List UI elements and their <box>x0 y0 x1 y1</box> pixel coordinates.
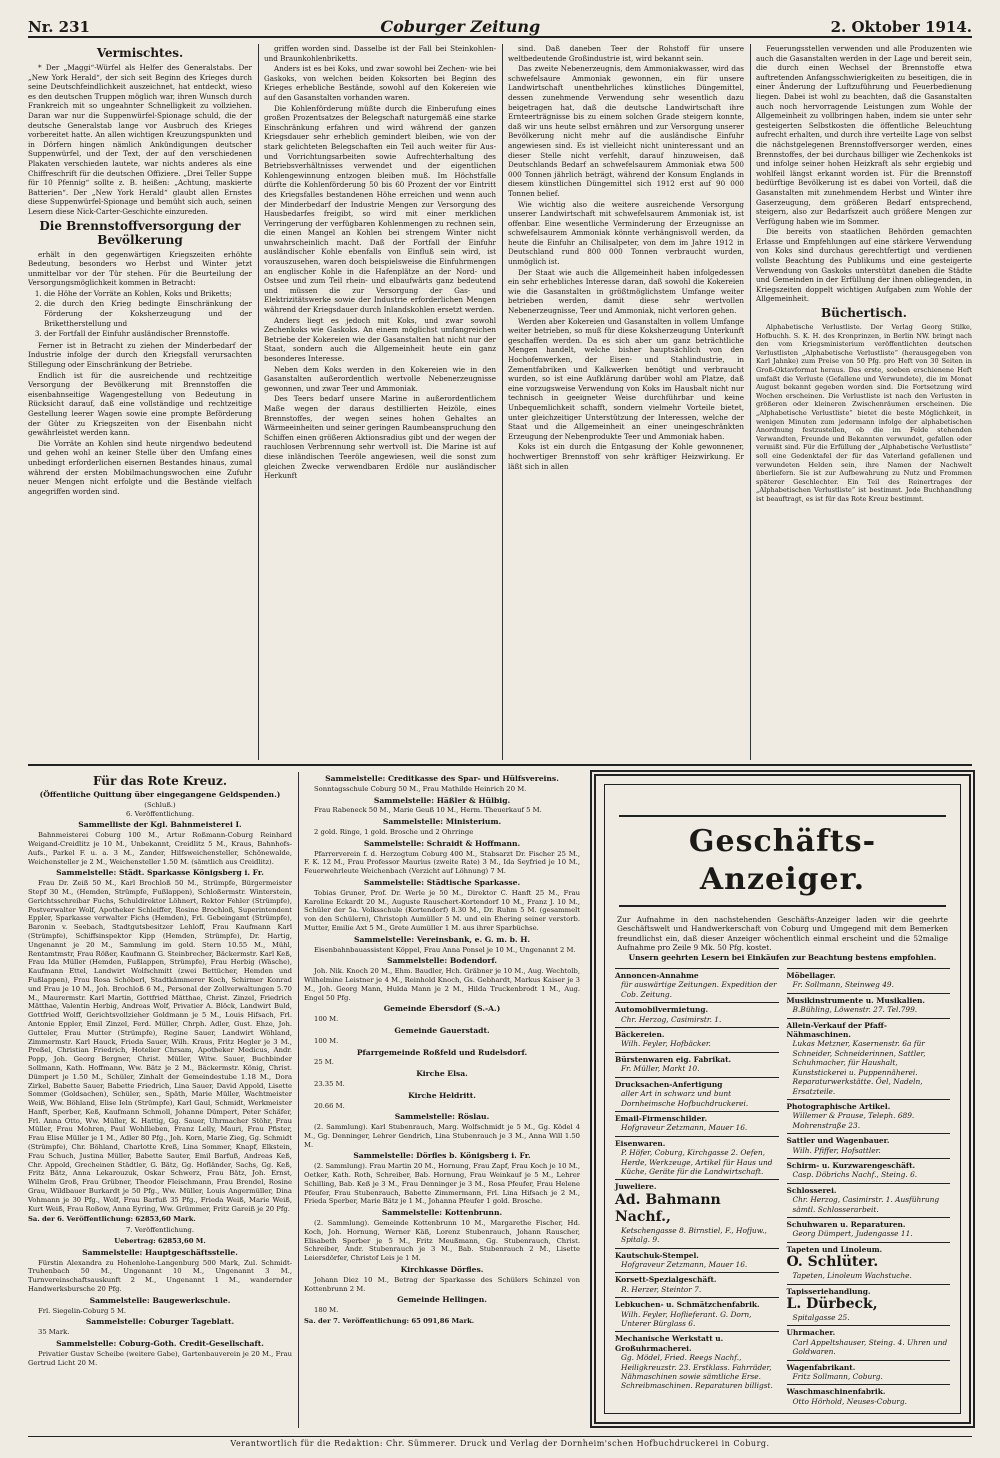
ad-category: Wagenfabrikant. <box>786 1362 856 1372</box>
donation-list: 23.35 M. <box>314 1079 345 1088</box>
ad-category: Lebkuchen- u. Schmätzchenfabrik. <box>615 1300 760 1310</box>
ad-category: Schirm- u. Kurzwarengeschäft. <box>786 1160 916 1170</box>
ad-text: Fr. Müller, Markt 10. <box>621 1064 700 1074</box>
article-paragraph: Der Staat wie auch die Allgemeinheit haben infolgedessen ein sehr erhebliches Interesse daran, daß sowohl die Kokereien wie die Gasanstalten in größtmöglichstem Umfange weiter betrieben werden, damit diese sehr wertvollen Nebenerzeugnisse, Teer und Ammoniak, nicht verloren gehen. <box>508 267 744 316</box>
ad-category: Allein-Verkauf der Pfaff-Nähmaschinen. <box>786 1020 887 1040</box>
ad-text: Willemer & Prause, Teleph. 689. Mohrenstraße 23. <box>792 1111 915 1130</box>
collection-heading: Sammelstelle: Vereinsbank, e. G. m. b. H. <box>353 934 531 944</box>
donation-list: Tobias Gruner, Prof. Dr. Werle je 50 M., Direktor C. Hanft 25 M., Frau Karoline Eckardt 20 M., Auguste Rauschert-Kortendorf 10 M., Franz J. 10 M., Schüler der 5a. Volksschule (Kortendorf) 8.30 M., Dr. Ruhm 5 M. (gesammelt von den Schülern), Christoph Aumüller 5 M. und ein Ehering seiner verstorb. Mutter, Emilie Axt 5 M., Grete Aumüller 1 M. aus ihrer Sparbüchse. <box>304 888 580 932</box>
collection-heading: Sammelliste der Kgl. Bahnmeisterei I. <box>78 820 242 830</box>
carryover: Uebertrag: 62853,60 M. <box>114 1237 206 1246</box>
column-divider <box>502 44 503 760</box>
collection-heading: Sammelstelle: Städt. Sparkasse Königsberg i. Fr. <box>56 868 264 878</box>
article-paragraph: Koks ist ein durch die Entgasung der Kohle gewonnener, hochwertiger Brennstoff von sehr kräftiger Heizwirkung. Er läßt sich in allen <box>508 442 744 471</box>
section-title-brennstoff: Die Brennstoffversorgung der Bevölkerung <box>39 218 241 247</box>
collection-heading: Sammelstelle: Ministerium. <box>382 817 502 827</box>
ad-item <box>615 1272 779 1297</box>
ad-item <box>615 1077 779 1111</box>
article-paragraph: Anders ist es bei Koks, und zwar sowohl bei Zechen- wie bei Gaskoks, von welchen beiden Koksorten bei Beginn des Krieges erhebliche Bestände, sowohl auf den Kokereien wie auf den Gasanstalten vorhanden waren. <box>264 64 496 102</box>
donation-list: Sonntagsschule Coburg 50 M., Frau Mathilde Heinrich 20 M. <box>314 784 527 793</box>
article-paragraph: sind. Daß daneben Teer der Rohstoff für unsere weltbedeutende Großindustrie ist, wird bekannt sein. <box>508 44 744 63</box>
collection-heading: Kirchkasse Dörfles. <box>400 1265 484 1275</box>
section-divider <box>28 764 972 766</box>
ad-text: Fritz Sollmann, Coburg. <box>792 1372 883 1382</box>
ad-text: Chr. Herzog, Casimirstr. 1. <box>621 1014 722 1024</box>
donation-list: (2. Sammlung). Gemeinde Kottenbrunn 10 M., Margarethe Fischer, Hd. Koch, Joh. Hornung, Werner Käß, Lorenz Stubenrauch, Johann Rauscher, Elisabeth Sperber je 5 M., Fritz Meußmann, Gg. Stubenrauch, Christ. Schreiber, Andr. Stubenrauch je 3 M., Bab. Stubenrauch 2 M., Lisette Leiersdörfer, Christof Leis je 1 M. <box>304 1219 580 1263</box>
red-cross-column-1 <box>28 772 292 1432</box>
newspaper-title: Coburger Zeitung <box>380 17 541 36</box>
collection-heading: Sammelstelle: Coburg-Goth. Credit-Gesellschaft. <box>56 1339 264 1349</box>
ad-text: Otto Hörhold, Neuses-Coburg. <box>792 1396 907 1406</box>
red-cross-column-2 <box>304 772 580 1432</box>
ad-category: Annoncen-Annahme <box>615 971 699 981</box>
collection-heading: Gemeinde Gauerstadt. <box>394 1025 490 1035</box>
publication-number: 7. Veröffentlichung. <box>125 1226 195 1235</box>
ad-text: Spitalgasse 25. <box>792 1313 850 1322</box>
donation-list: Pfarrerverein f. d. Herzogtum Coburg 400 M., Stabsarzt Dr. Fischer 25 M., F. K. 12 M., Frau Professor Maurius (zweite Rate) 3 M., Ida Seyfried je 10 M., Feuerwehrleute Weichenbach (Verzicht auf Löhnung) 7 M. <box>304 849 580 876</box>
donation-list: (2. Sammlung). Karl Stubenrauch, Marg. Wolfschmidt je 5 M., Gg. Ködel 4 M., Gg. Denninger, Lehrer Gendrich, Lina Stubenrauch je 3 M., Anna Will 1.50 M. <box>304 1123 580 1149</box>
collection-heading: Pfarrgemeinde Roßfeld und Rudelsdorf. <box>356 1047 528 1057</box>
ad-text: Hofgraveur Zetzmann, Mauer 16. <box>621 1259 748 1269</box>
ad-item <box>787 1360 951 1385</box>
publication-number: 6. Veröffentlichung. <box>125 809 195 818</box>
ad-text: Ketschengasse 8. Birnstiel, F., Hofjuw., Spitalg. 9. <box>621 1225 767 1245</box>
collection-heading: Sammelstelle: Röslau. <box>394 1112 490 1122</box>
donation-list: (2. Sammlung). Frau Martin 20 M., Hornung, Frau Zapf, Frau Koch je 10 M., Oetker, Kath. Roth, Schreiber, Bab. Hornung, Frau Weinkauf je 5 M., Lehrer Schilling, Bab. Keß je 3 M., Frau Denninger je 3 M., Rosa Pfeufer, Frau Helene Pfeufer, Frau Stubenrauch, Babette Zimmermann, Frl. Lina Hifsach je 2 M., Frieda Sperber, Marie Bätz je 1 M., Johanna Pfeufer 1 gold. Brosche. <box>304 1162 580 1206</box>
article-paragraph: Wie wichtig also die weitere ausreichende Versorgung unserer Landwirtschaft mit schwefelsaurem Ammoniak ist, ist offenbar. Eine wesentliche Verminderung der Erzeugnisse an schwefelsaurem Ammoniak könnte verhängnisvoll werden, da heute die Einfuhr an Chilisalpeter, von dem im Jahre 1912 in Deutschland rund 800 000 Tonnen verbraucht wurden, unmöglich ist. <box>508 199 744 267</box>
collection-heading: Sammelstelle: Coburger Tageblatt. <box>85 1317 235 1327</box>
ad-text: Gg. Mödel, Fried. Reegs Nachf., Heiligkreuzstr. 23. Erstklass. Fahrräder, Nähmaschinen sowie sämtliche Erse. Schreibmaschinen. Reparaturen billigst. <box>621 1353 773 1391</box>
collection-heading: Sammelstelle: Hauptgeschäftsstelle. <box>82 1247 238 1257</box>
ad-text: Wilh. Pfiffer, Hofsattler. <box>792 1145 881 1155</box>
donation-list: Frau Rabeneck 50 M., Marie Geuß 10 M., Herm. Theuerkauf 5 M. <box>314 806 542 815</box>
donation-list: Joh. Nik. Knoch 20 M., Ehm. Baudler, Hch. Gräbner je 10 M., Aug. Wechtolb, Wilhelmine Leistner je 4 M., Reinhold Knoch, Gs. Gebhardt, Markus Kaiser je 3 M., Joh. Georg Mann, Hulda Mann je 2 M., Hilda Truckenbrodt 1 M., Aug. Engel 50 Pfg. <box>304 967 580 1002</box>
donation-list: Privatier Gustav Scheibe (weitere Gabe), Gartenbauverein je 20 M., Frau Gertrud Licht 20 M. <box>28 1349 292 1367</box>
intro-recommendation: Unsern geehrten Lesern bei Einkäufen zur Beachtung bestens empfohlen. <box>628 952 937 962</box>
ad-category: Bäckereien. <box>615 1030 665 1040</box>
imprint-footer: Verantwortlich für die Redaktion: Chr. Sümmerer. Druck und Verlag der Dornheim'schen Hofbuchdruckerei in Coburg. <box>28 1436 972 1448</box>
ad-business-name: O. Schlüter. <box>786 1254 879 1271</box>
list-item: 2. die durch den Krieg bedingte Einschränkung der Förderung der Koksherzeugung und der Brikettherstellung und <box>44 299 252 328</box>
collection-heading: Kirche Elsa. <box>416 1069 468 1079</box>
column-3 <box>508 44 744 764</box>
ad-text: Chr. Herzog, Casimirstr. 1. Ausführung sämtl. Schlosserarbeit. <box>792 1195 940 1214</box>
ad-category: Eisenwaren. <box>615 1138 666 1148</box>
ad-category: Möbellager. <box>786 971 836 981</box>
ad-category: Schlosserei. <box>786 1185 837 1195</box>
red-cross-subtitle-2: (Schluß.) <box>144 800 176 809</box>
donation-list: 100 M. <box>314 1036 339 1045</box>
donation-list: Johann Diez 10 M., Betrag der Sparkasse des Schülers Schinzel von Kottenbrunn 2 M. <box>304 1275 580 1293</box>
donation-list: Bahnmeisterei Coburg 100 M., Artur Roßmann-Coburg Reinhard Weigand-Creidlitz je 10 M., Unbekannt, Creidlitz 5 M., Kraus, Bahnhofs-Aufs., Parkel F. u. a. 3 M., Zander, Hilfsweichensteller, Schönewalde, Weichensteller je 2 M., Weichensteller 1.50 M. (sämtlich aus Creidlitz). <box>28 831 292 866</box>
ad-category: Email-Firmenschilder. <box>615 1113 708 1123</box>
red-cross-title: Für das Rote Kreuz. <box>92 774 228 788</box>
ad-item <box>787 1242 951 1284</box>
ad-item <box>787 1158 951 1183</box>
article-paragraph: Werden aber Kokereien und Gasanstalten in vollem Umfange weiter betrieben, so muß für diese Koksherzeugung Unterkunft geschaffen werden. Da es sich aber um ganz beträchtliche Mengen handelt, welche bisher hauptsächlich von den Hochofenwerken, der Eisen- und Stahlindustrie, in Zementfabriken und Kalkwerken benötigt und verbraucht wurden, so ist eine Aufklärung darüber wohl am Platze, daß eine vorzugsweise Verwendung von Koks im Hausbalt nicht nur technisch in geeigneter Weise durchführbar und keine Unbequemlichkeit schafft, sondern vielmehr Vorteile bietet, unter gleichzeitiger Unterstützung der Interessen, welche der Staat und die Allgemeinheit an einer uneingeschränkten Erzeugung der Nebenprodukte Teer und Ammoniak haben. <box>508 316 744 441</box>
ad-item <box>787 1133 951 1158</box>
ad-category: Automobilvermietung. <box>615 1005 709 1015</box>
article-paragraph: Die Vorräte an Kohlen sind heute nirgendwo bedeutend und gehen wohl an keiner Stelle über den Umfang eines unbedingt erforderlichen eisernen Bestandes hinaus, zumal während der ersten Mobilmachungswochen eine Zufuhr neuer Mengen nicht erfolgte und die Bestände vielfach angegriffen worden sind. <box>28 438 252 496</box>
business-directory-intro <box>617 915 948 962</box>
article-paragraph: Die Kohlenförderung müßte durch die Einberufung eines großen Prozentsatzes der Belegschaft naturgemäß eine starke Einschränkung erfahren und wird während der ganzen Kriegsdauer sehr erheblich gemindert bleiben, wie von der stark gelichteten Belegschaften ein Teil auch weiter für Aus- und Vorrichtungsarbeiten sowie Aufrechterhaltung des Betriebsverhältnisses verwendet und der eigentlichen Kohlengewinnung entzogen bleiben muß. Im Höchstfalle dürfte die Kohlenförderung 50 bis 60 Prozent der vor Eintritt des Kriegsfalles bestandenen Höhe erreichen und wenn auch der Minderbedarf der Industrie Mengen zur Versorgung des Hausbedarfes freigibt, so wird mit einer merklichen Verringerung der verfügbaren Kohlenmengen zu rechnen sein, die einen Mangel an Kohlen bei strengem Winter nicht unwahrscheinlich macht. Daß der Fortfall der Einfuhr ausländischer Kohle ebenfalls von Einfluß sein wird, ist vorauszusehen, waren doch beispielsweise die Einfuhrmengen an englischer Kohle in die Hafenplätze an der Nord- und Ostsee und zum Teil rhein- und elbaufwärts ganz bedeutend und müssen die zur Versorgung der Gas- und Elektrizitätswerke sowie der Industrie erforderlichen Mengen während der Kriegsdauer durch Inlandskohlen ersetzt werden. <box>264 103 496 315</box>
donation-list: Frl. Siegelin-Coburg 5 M. <box>38 1306 127 1315</box>
column-divider <box>298 772 299 1428</box>
article-paragraph: Des Teers bedarf unsere Marine in außerordentlichem Maße wegen der daraus destillierten Heizöle, eines Brennstoffes, der wegen seines hohen Gehaltes an Wärmeeinheiten und seiner geringen Raumbeanspruchung den Schiffen einen größeren Aktionsradius gibt und der wegen der rauchlosen Verbrennung sehr wertvoll ist. Die Marine ist auf diese inländischen Teeröle angewiesen, weil die sonst zum gleichen Zwecke verwendbaren Erdöle nur ausländischer Herkunft <box>264 394 496 481</box>
ad-category: Drucksachen-Anfertigung <box>615 1079 723 1089</box>
ad-text: Hofgraveur Zetzmann, Mauer 16. <box>621 1123 748 1133</box>
ad-column-right <box>787 968 951 1409</box>
collection-heading: Gemeinde Ebersdorf (S.-A.) <box>383 1004 501 1014</box>
ad-item <box>787 1325 951 1359</box>
business-directory-inner <box>604 784 961 1414</box>
article-paragraph: griffen worden sind. Dasselbe ist der Fall bei Steinkohlen- und Braunkohlenbriketts. <box>264 44 496 63</box>
ad-item <box>787 1018 951 1099</box>
ad-category: Waschmaschinenfabrik. <box>786 1387 886 1397</box>
article-list <box>44 289 252 339</box>
ad-text: R. Herzer, Steintor 7. <box>621 1284 702 1294</box>
page-header <box>28 14 972 38</box>
article-paragraph: Alphabetische Verlustliste. Der Verlag Georg Stilke, Hofbuchh. S. K. H. des Kronprinzen, in Berlin NW. bringt nach den vom Kriegsministerium veröffentlichten deutschen Verlustlisten „Alphabetische Verlustliste“ (herausgegeben von Karl Jahnke) zum Preise von 50 Pfg. pro Heft von 30 Seiten in Groß-Oktavformat heraus. Das erste, soeben erschienene Heft umfaßt die Verluste (Gefallene und Verwundete), die im Monat August bekannt gegeben worden sind. Die Fortsetzung wird Wochen erscheinen. Die Verlustliste ist nach den Verlusten in größeren oder kleineren Zwischenräumen erscheinen. Die „Alphabetische Verlustliste“ bietet die beste Möglichkeit, in wenigen Minuten zum jedermann infolge der alphabetischen Anordnung festzustellen, ob die im Felde stehenden Verwandten, Freunde und Bekannten verwundet, gefallen oder vermißt sind. Für die Erfüllung der „Alphabetische Verlustliste“ soll eine Gedenktafel der für das Vaterland gefallenen und verwundeten Helden sein, ihre Namen der Nachwelt überliefern. Sie ist zur Aufbewahrung zu Nutz und Frommen späterer Geschlechter. Ein Teil des Reinertrages der „Alphabetischen Verlustliste“ ist bestimmt. Jede Buchhandlung ist beauftragt, es ist für das Rote Kreuz bestimmt. <box>756 323 972 503</box>
column-divider <box>750 44 751 760</box>
ad-text: Lukas Metzner, Kasernenstr. 6a für Schneider, Schneiderinnen, Sattler, Schuhmacher, für Haushalt, Kunststickerei u. Puppennäherei. Reparaturwerkstätte. Öel, Nadeln, Ersatzteile. <box>792 1039 926 1096</box>
ad-category: Kautschuk-Stempel. <box>615 1250 699 1260</box>
issue-date: 2. Oktober 1914. <box>830 18 972 36</box>
ad-item <box>787 993 951 1018</box>
ad-category: Tapisseriehandlung. <box>786 1286 871 1296</box>
ad-text: Georg Dümpert, Judengasse 11. <box>792 1229 913 1239</box>
ad-text: Tapeten, Linoleum Wachstuche. <box>792 1271 912 1281</box>
ad-item <box>615 1002 779 1027</box>
ad-item <box>615 1248 779 1273</box>
list-item: 3. der Fortfall der Einfuhr ausländischer Brennstoffe. <box>44 329 252 339</box>
ad-text: Wilh. Feyler, Hofbäcker. <box>621 1039 711 1049</box>
ad-item <box>615 1111 779 1136</box>
collection-heading: Gemeinde Hellingen. <box>397 1295 487 1305</box>
ad-item <box>787 1217 951 1242</box>
ad-text: aller Art in schwarz und bunt Dornheimsche Hofbuchdruckerei. <box>621 1089 749 1108</box>
collection-heading: Sammelstelle: Bodendorf. <box>386 956 497 966</box>
red-cross-subtitle: (Öffentliche Quittung über eingegangene Geldspenden.) <box>39 790 281 799</box>
collection-heading: Sammelstelle: Schraidt & Hoffmann. <box>363 838 521 848</box>
collection-heading: Sammelstelle: Creditkasse des Spar- und Hülfsvereins. <box>325 774 559 783</box>
intro-text: Zur Aufnahme in den nachstehenden Geschäfts-Anzeiger laden wir die geehrte Geschäftswelt und Handwerkerschaft von Coburg und Umgegend mit dem Bemerken freundlichst ein, daß dieser Anzeiger wöchentlich einmal erscheint und die 52malige Aufnahme pro Zeile 9 Mk. 50 Pfg. kostet. <box>617 915 948 953</box>
ad-item <box>787 1099 951 1133</box>
ad-category: Mechanische Werkstatt u. Großuhrmacherei. <box>615 1334 724 1353</box>
ad-category: Schuhwaren u. Reparaturen. <box>786 1219 906 1229</box>
donation-list: 180 M. <box>314 1306 339 1315</box>
ad-item <box>615 1331 779 1393</box>
column-2 <box>264 44 496 764</box>
article-paragraph: Ferner ist in Betracht zu ziehen der Minderbedarf der Industrie infolge der durch den Kriegsfall verursachten Stillegung oder Einschränkung der Betriebe. <box>28 340 252 370</box>
section-title-vermischtes: Vermischtes. <box>96 46 184 60</box>
ad-text: Carl Appeltshauser, Steing. 4. Uhren und Goldwaren. <box>792 1337 948 1357</box>
ad-business-name: L. Dürbeck, <box>786 1296 878 1312</box>
business-directory-title: Geschäfts-Anzeiger. <box>619 815 946 907</box>
business-directory-box <box>590 770 975 1428</box>
donation-list: 35 Mark. <box>38 1328 70 1337</box>
article-maggi: * Der „Maggi“-Würfel als Helfer des Generalstabs. Der „New York Herald“, der sich seit Beginn des Krieges durch seine Deutschfeindlichkeit auszeichnet, hat entdeckt, wieso es den deutschen Truppen möglich war, ihren Wunsch durch Frankreich mit so ungeahnter Schnelligkeit zu vollziehen. Daran war nur die Suppenwürfel-Spionage schuld, die der deutsche Generalstab lange vor Ausbruch des Krieges vorbereitet hatte. An allen wichtigen Kreuzungspunkten und in Dörfern hingen nämlich Ankündigungen deutscher Suppenwürfel, und der Text, der auf den verschiedenen Plakaten verschieden lautete, war nichts anderes als eine Chiffreschrift für die deutschen Offiziere. „Drei Teller Suppe für 10 Pfennig“ sollte z. B. heißen: „Achtung, maskierte Batterien“. Der „New York Herald“ glaubt allen Ernstes diese Suppenwürfel-Spionage und bemüht sich auch, seinen Lesern diese Nick-Carter-Geschichte einzureden. <box>28 63 252 216</box>
ad-item <box>787 1284 951 1326</box>
article-paragraph: Das zweite Nebenerzeugnis, dem Ammoniakwasser, wird das schwefelsaure Ammoniak gewonnen, ein für unsere Landwirtschaft unentbehrliches künstliches Düngemittel, dessen zunehmende Verwendung sehr wesentlich dazu beigetragen hat, daß die deutsche Landwirtschaft ihre Ernteerträgnisse bis zu einem solchen Grade steigern konnte, daß wir uns heute selbst ernähren und zur Versorgung unserer Bevölkerung nicht mehr auf die ausländische Einfuhr angewiesen sind. Es ist vielleicht nicht uninteressant und an dieser Stelle nicht verfehlt, darauf hinzuweisen, daß Deutschlands Bedarf an schwefelsaurem Ammoniak etwa 500 000 Tonnen jährlich beträgt, während der Konsum Englands in diesem künstlichen Düngemittel sich 1912 erst auf 90 000 Tonnen belief. <box>508 64 744 198</box>
publication-total: Sa. der 6. Veröffentlichung: 62853,60 Mark. <box>28 1215 196 1224</box>
ad-text: Fr. Sollmann, Steinweg 49. <box>792 980 894 990</box>
ad-item <box>615 1052 779 1077</box>
ad-item <box>787 1384 951 1409</box>
ad-item <box>615 1027 779 1052</box>
donation-list: 25 M. <box>314 1058 334 1067</box>
ad-business-name: Ad. Bahmann Nachf., <box>615 1191 721 1225</box>
ad-item <box>787 968 951 993</box>
donation-list: 20.66 M. <box>314 1101 345 1110</box>
ad-column-left <box>615 968 779 1409</box>
ad-text: B.Bühling, Löwenstr. 27. Tel.799. <box>792 1005 918 1015</box>
collection-heading: Sammelstelle: Häßler & Hülbig. <box>373 795 511 805</box>
article-paragraph: Die bereits von staatlichen Behörden gemachten Erlasse und Empfehlungen auf eine stärkere Verwendung von Koks sind durchaus gerechtfertigt und verdienen vollste Beachtung des Publikums und eine gesteigerte Verwendung von Gaskoks unterstützt daneben die Städte und Gemeinden in der Erfüllung der ihnen obliegenden, in Kriegszeiten doppelt wichtigen Aufgaben zum Wohle der Allgemeinheit. <box>756 227 972 304</box>
column-4 <box>756 44 972 764</box>
ad-item <box>615 1179 779 1247</box>
article-paragraph: Anders liegt es jedoch mit Koks, und zwar sowohl Zechenkoks wie Gaskoks. An einem möglichst umfangreichen Betriebe der Kokereien wie der Gasanstalten hat nicht nur der Staat, sondern auch die Allgemeinheit heute ein ganz besonderes Interesse. <box>264 315 496 363</box>
ad-category: Korsett-Spezialgeschäft. <box>615 1275 717 1285</box>
ad-grid <box>615 968 950 1409</box>
issue-number: Nr. 231 <box>28 18 90 36</box>
article-paragraph: erhält in den gegenwärtigen Kriegszeiten erhöhte Bedeutung, besonders wo Herbst und Winter jetzt unmittelbar vor der Tür stehen. Für die Beurteilung der Versorgungsmöglichkeit kommen in Betracht: <box>28 249 252 288</box>
collection-heading: Kirche Heldritt. <box>408 1090 476 1100</box>
article-paragraph: Neben dem Koks werden in den Kokereien wie in den Gasanstalten außerordentlich wertvolle Nebenerzeugnisse gewonnen, und zwar Teer und Ammoniak. <box>264 364 496 393</box>
ad-text: Wilh. Feyler, Hoflieferant. G. Dorn, Unterer Bürglass 6. <box>621 1309 752 1328</box>
publication-total: Sa. der 7. Veröffentlichung: 65 091,86 Mark. <box>304 1317 475 1326</box>
article-paragraph: Endlich ist für die ausreichende und rechtzeitige Versorgung der Bevölkerung mit Brennstoffen die eisenbahnseitige Wagengestellung von Bedeutung in Rücksicht darauf, daß eine vollständige und rechtzeitige Gestellung leerer Wagen sowie eine prompte Beförderung der Güter zu Kriegszeiten von der Eisenbahn nicht gewährleistet werden kann. <box>28 370 252 438</box>
ad-text: Casp. Döbrichs Nachf., Steing. 6. <box>792 1170 918 1180</box>
ad-category: Sattler und Wagenbauer. <box>786 1136 890 1146</box>
donation-list: Fürstin Alexandra zu Hohenlohe-Langenburg 500 Mark, Zul. Schmidt-Truhenbach 50 M., Ungenannt 10 M., Ungenannt 3 M., Turnvereinschaftsauskunft 2 M., Ungenannt 1 M., wandernder Handwerksbursche 20 Pfg. <box>28 1258 292 1294</box>
donation-list: Frau Dr. Zeiß 50 M., Karl Brochloß 50 M., Strümpfe, Bürgermeister Stepf 30 M., (Hemden, Strümpfe, Fußlappen), Schloßermstr. Winterstein, Gerichtsschreibar Fuchs, Schuldirektor Löhnert, Rektor Fehler (Strümpfe), Postverwalter Wolf, Apotheker Schleiffer, Rosine Brochloß, Superintendent Eppler, Sparkasse verwalter Fichs (Hemden), Frl. Gebeingamt (Strümpfe), Baronin v. Seebach, Stadtgutsbesitzer Lehloff, Frau Kaufmann Karl (Strümpfe), Schiffsinspektor Kipp (Hemden, Strümpfe), Dr. Hartig, Ungenannt je 20 M., Sammlung im gold. Stern 10.55 M., Mühl, Rentamtmstr, Frau Rößer, Kaufmann G. Steinbrecher, Bäckermstr. Karl Keß, Frau Ida Müller (Hemden, Fußlappen, Strümpfe), Frau Herbig (Wäsche), Kaufmann Ettel, Landwirt Wolfschmitt (zwei Bettücher, Hemden und Fußlappen), Frau Rosa Schöberl, Stadtkämmerer Koch, Schirmer Konrad und Frau je 10 M., Joh. Brochloß 6 M., Personal der Zollverwaltungen 5.70 M., Maurermstr. Karl Martin, Gottfried Mätthae, Christ. Zinzel, Friedrich Mätthae, Valentin Herbig, Andreas Wolf, Privatier A. Blöck, Landwirt Buld, Gottfried Wolff, Gerichtsvollzieher Goldmann je 5 M., Louis Hifsach, Frl. Antonie Eppler, Emil Zinzel, Ferd. Müller, Chrph. Adler, Gust. Ehze, Joh. Gutteler, Frau Mutter (Strümpfe), Regine Sauer, Landwirt Wöhland, Zimmermstr. Karl Hauck, Frieda Sauer, Wilh. Kraus, Fritz Hegler je 3 M., Preßel, Christian Friedrich, Hotelier Chrsam, Apotheker Medicus, Andr. Popp, Joh. Georg Bergner, Christ. Müller, Witw. Sauer, Buchbinder Sollmann, Kath. Hoffmann, Ww. Bätz je 2 M., Bäckermstr. König, Christ. Dümpert je 1.50 M., Schüler, Zinhalt der Gemeindestube 1.18 M., Dora Zirkel, Babette Sauer, Babette Friedrich, Lina Sauer, David Appold, Lisette Sommer (Goldsachen), Schüler, sen., Späth, Marie Müller, Wachtmeister Weiß, Ww. Böhland, Elise Ieln (Strümpfe), Karl Gaul, Schmidt, Werkmeister Hanft, Sperber, Keß, Kaufmann Schmoll, Johanne Dümpert, Peter Schäfer, Frl. Anna Otto, Ww. Müller, K. Hattig, Gg. Sauer, Uhrmacher Stöhr, Frau Müller, Frau Mohren, Paul Wohllieben, Franz Lelly, Mauri, Frau Pfister, Frau Elise Müller je 1 M., Adler 80 Pfg., Joh. Korn, Marie Zieg, Gg. Schmidt (Strümpfe), Chr. Böhland, Charlotte Kreß, Lina Sommer, Knapf, Elkstein, Frau Schuch, Justina Müller, Babette Sauter, Emil Barfuß, Andreas Keß, Chr. Appold, Grecheinen Städtler, G. Bätz, Gg. Hofländer, Sachs, Gg. Keß, Fritz Bätz, Anna Lekarouzuk, Oskar Schwerz, Frau Bätz, Joh. Ernst, Wilhelm Groß, Frau Grübner, Theodor Fleischmann, Frau Brendel, Rosine Grau, Wildbauer Burkardt je 50 Pfg., Ww. Müller, Louis Angermüller, Dina Vohmann je 30 Pfg., Wolf, Frau Barfuß 35 Pfg., Frieda Weiß, Marie Weiß, Kurt Weiß, Frau Roßow, Anna Eyring, Ww. Grümmer, Fritz Gareiß je 20 Pfg. <box>28 879 292 1213</box>
ad-category: Tapeten und Linoleum. <box>786 1244 883 1254</box>
ad-item <box>615 968 779 1002</box>
article-paragraph: Feuerungsstellen verwenden und alle Produzenten wie auch die Gasanstalten werden in der Lage und bereit sein, die durch einen Wechsel der Brennstoffe etwa auftretenden Anfangsschwierigkeiten zu beseitigen, die in einer Änderung der Luftzuführung und Feuerbedienung liegen. Dabei ist wohl zu beachten, daß die Gasanstalten auch noch hervorragende Leistungen zum Wohle der Allgemeinheit zu vollbringen haben, indem sie unter sehr gesteigerten Selbstkosten die öffentliche Beleuchtung aufrecht erhalten, und durch ihre verteilte Lage von selbst die nächstgelegenen Brennstoffversorger werden, eines Brennstoffes, der bei durchaus billiger wie Zechenkoks ist und infolge seiner hohen Heizkraft als sehr ergiebig und wohlfeil längst erkannt worden ist. Für die Brennstoff bedürftige Bevölkerung ist es dabei von Vorteil, daß die Gasanstalten mit zunehmendem Herbst und Winter ihre Gaserzeugung, dem größeren Bedarf entsprechend, steigern, also zur Bedarfszeit auch größere Mengen zur Verfügung haben wie im Sommer. <box>756 44 972 226</box>
column-1 <box>28 44 252 764</box>
section-title-buechertisch: Büchertisch. <box>821 306 907 321</box>
donation-list: Eisenbahnbauassistent Köppel, Frau Anna Ponsel je 10 M., Ungenannt 2 M. <box>314 945 576 954</box>
ad-category: Bürstenwaren eig. Fabrikat. <box>615 1054 732 1064</box>
ad-text: für auswärtige Zeitungen. Expedition der Cob. Zeitung. <box>621 980 777 999</box>
ad-category: Uhrmacher. <box>786 1328 836 1338</box>
donation-list: 100 M. <box>314 1015 339 1024</box>
collection-heading: Sammelstelle: Kottenbrunn. <box>381 1208 503 1218</box>
ad-category: Photographische Artikel. <box>786 1101 891 1111</box>
ad-item <box>615 1297 779 1331</box>
ad-item <box>787 1183 951 1217</box>
ad-text: P. Höfer, Coburg, Kirchgasse 2. Oefen, Herde, Werkzeuge, Artikel für Haus und Küche, Geräte für die Landwirtschaft. <box>621 1148 773 1176</box>
donation-list: 2 gold. Ringe, 1 gold. Brosche und 2 Ohrringe <box>314 827 474 836</box>
collection-heading: Sammelstelle: Dörfles b. Königsberg i. Fr. <box>353 1151 531 1161</box>
collection-heading: Sammelstelle: Städtische Sparkasse. <box>363 877 521 887</box>
ad-category: Juweliere. <box>615 1182 657 1192</box>
list-item: 1. die Höhe der Vorräte an Kohlen, Koks und Briketts; <box>44 289 252 299</box>
ad-category: Musikinstrumente u. Musikalien. <box>786 995 925 1005</box>
ad-item <box>615 1136 779 1180</box>
collection-heading: Sammelstelle: Baugewerkschule. <box>89 1295 231 1305</box>
column-divider <box>258 44 259 760</box>
